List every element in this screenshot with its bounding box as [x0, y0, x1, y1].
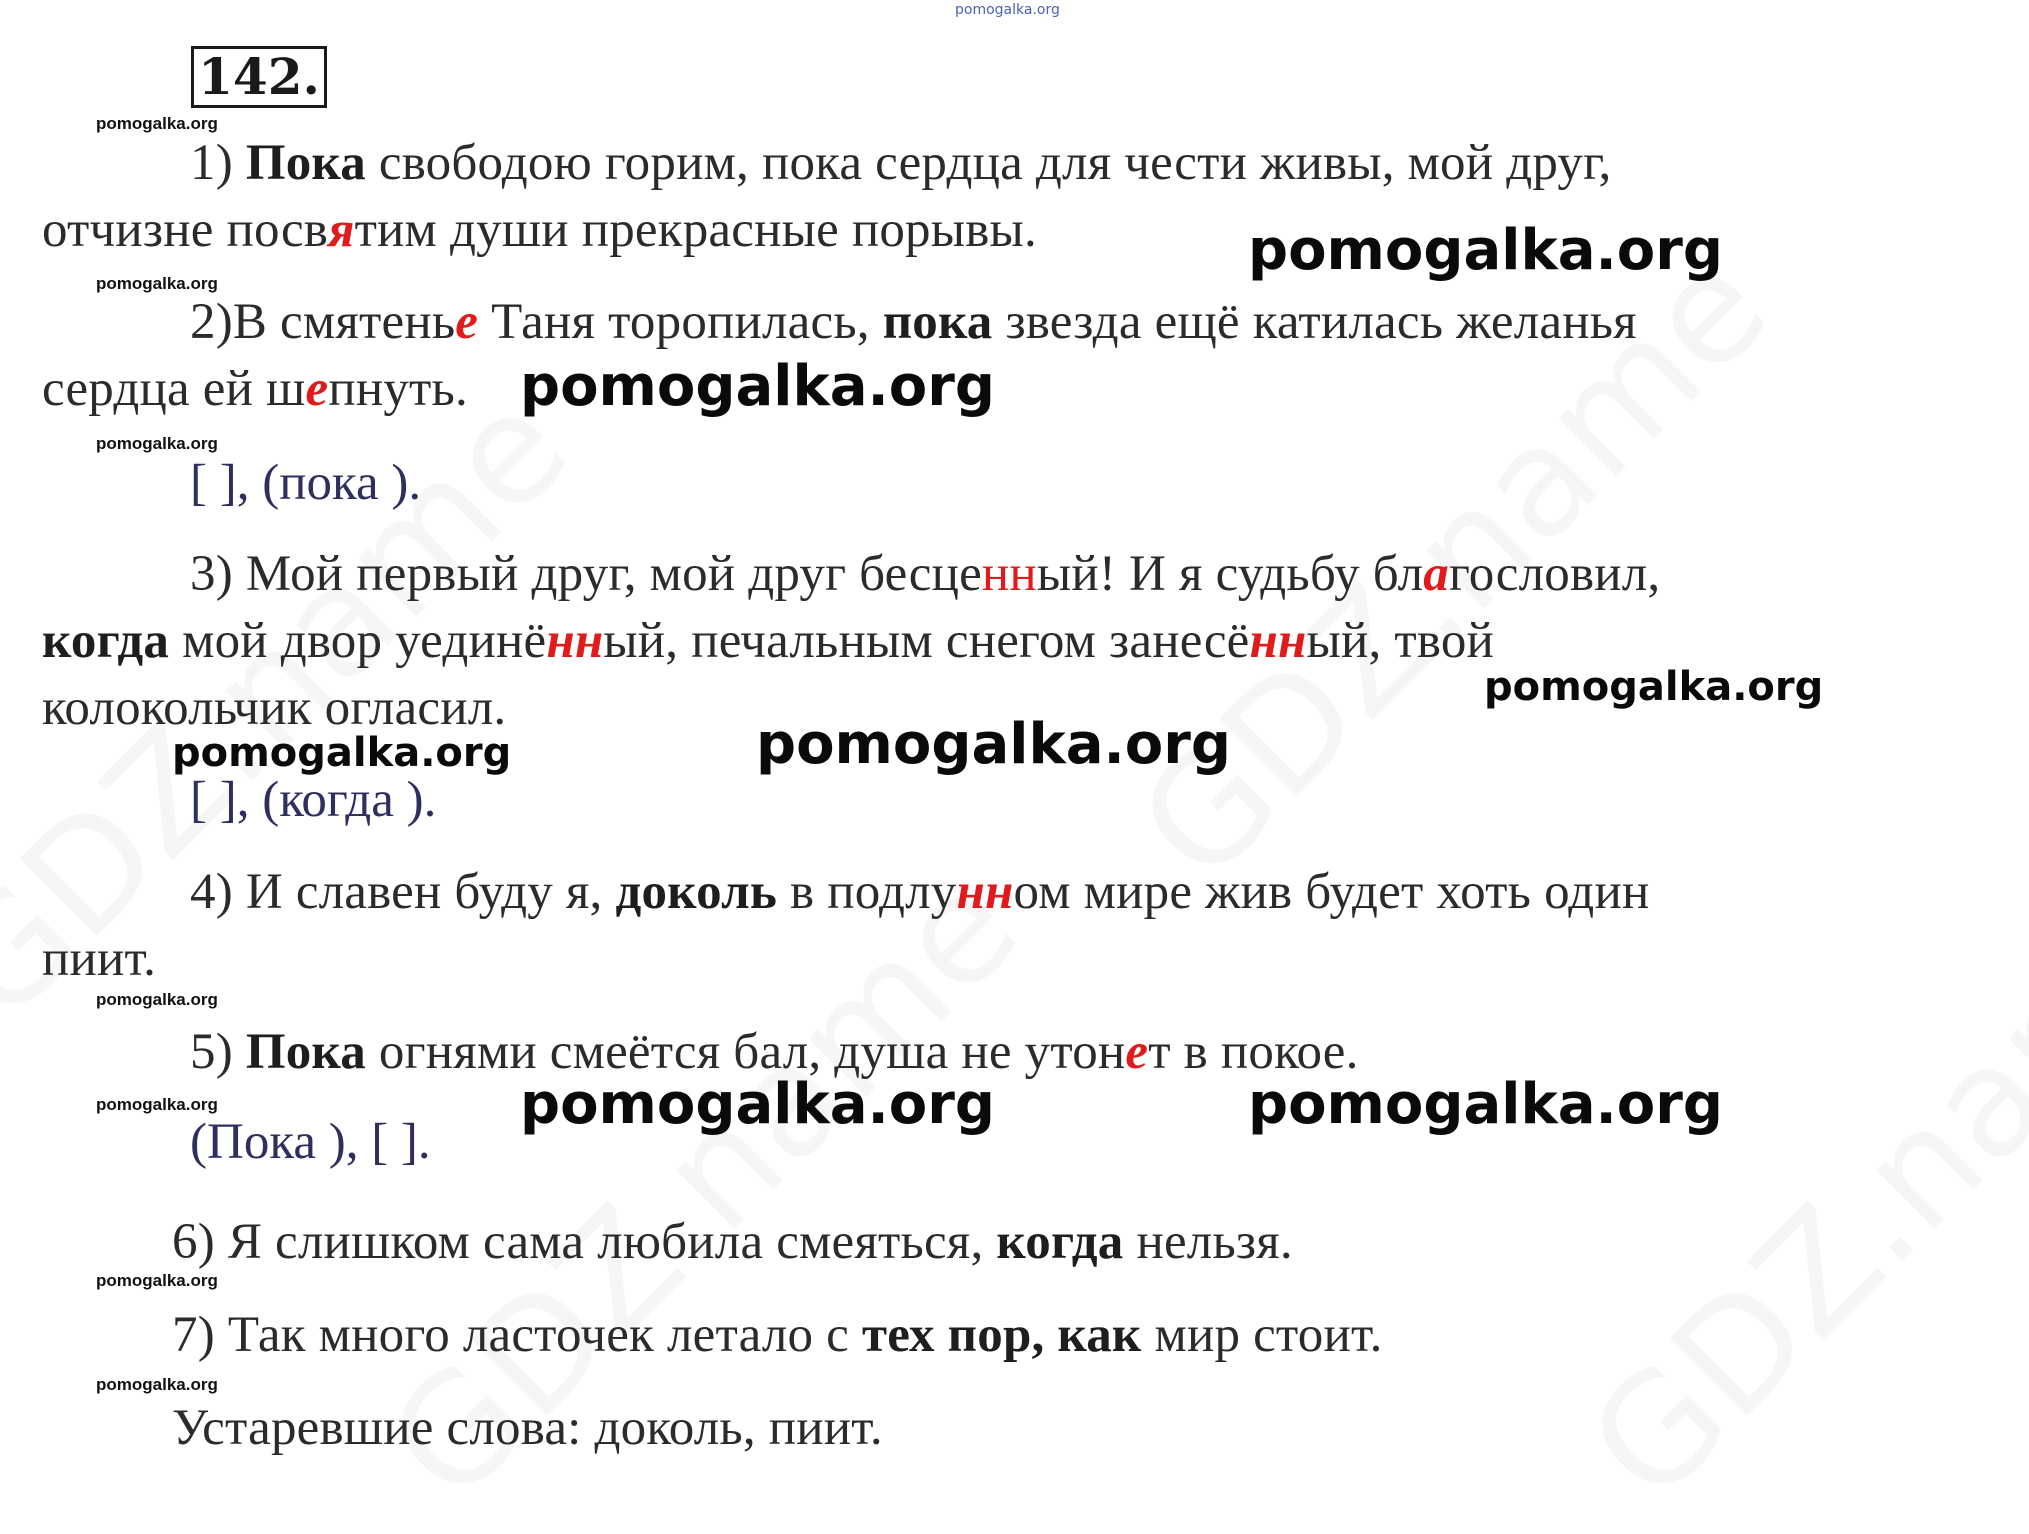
- header-watermark: pomogalka.org: [955, 2, 1060, 18]
- sentence-4-line-2: пиит.: [42, 931, 157, 987]
- sentence-3-line-3: колокольчик огласил.: [42, 680, 507, 736]
- big-watermark: pomogalka.org: [1248, 218, 1723, 283]
- big-watermark: pomogalka.org: [172, 730, 512, 776]
- sentence-3-line-2: когда мой двор уединённый, печальным снегом занесённый, твой: [42, 613, 1495, 669]
- small-watermark: pomogalka.org: [96, 274, 218, 293]
- big-watermark: pomogalka.org: [1248, 1072, 1723, 1137]
- sentence-7: 7) Так много ласточек летало с тех пор, как мир стоит.: [172, 1307, 1383, 1363]
- sentence-2-line-2: сердца ей шепнуть.: [42, 361, 468, 417]
- small-watermark: pomogalka.org: [96, 434, 218, 453]
- scheme-3: [ ], (когда ).: [190, 772, 437, 828]
- background-watermark: [1557, 840, 2029, 1534]
- small-watermark: pomogalka.org: [96, 1375, 218, 1394]
- big-watermark: pomogalka.org: [520, 354, 995, 419]
- scheme-5: (Пока ), [ ].: [190, 1114, 431, 1170]
- scheme-2: [ ], (пока ).: [190, 455, 422, 511]
- sentence-1-line-2: отчизне посвятим души прекрасные порывы.: [42, 202, 1037, 258]
- sentence-5-line-1: 5) Пока огнями смеётся бал, душа не утонет в покое.: [190, 1024, 1359, 1080]
- sentence-6: 6) Я слишком сама любила смеяться, когда нельзя.: [172, 1214, 1293, 1270]
- small-watermark: pomogalka.org: [96, 1095, 218, 1114]
- small-watermark: pomogalka.org: [96, 114, 218, 133]
- sentence-2-line-1: 2)В смятенье Таня торопилась, пока звезда ещё катилась желанья: [190, 294, 1637, 350]
- big-watermark: pomogalka.org: [1484, 664, 1824, 710]
- small-watermark: pomogalka.org: [96, 990, 218, 1009]
- sentence-1-line-1: 1) Пока свободою горим, пока сердца для чести живы, мой друг,: [190, 135, 1612, 191]
- small-watermark: pomogalka.org: [96, 1271, 218, 1290]
- sentence-4-line-1: 4) И славен буду я, доколь в подлунном мире жив будет хоть один: [190, 864, 1650, 920]
- obsolete-words-line: Устаревшие слова: доколь, пиит.: [172, 1400, 883, 1456]
- exercise-number: 142.: [191, 46, 327, 108]
- sentence-3-line-1: 3) Мой первый друг, мой друг бесценный! И я судьбу благословил,: [190, 546, 1661, 602]
- big-watermark: pomogalka.org: [520, 1072, 995, 1137]
- big-watermark: pomogalka.org: [756, 712, 1231, 777]
